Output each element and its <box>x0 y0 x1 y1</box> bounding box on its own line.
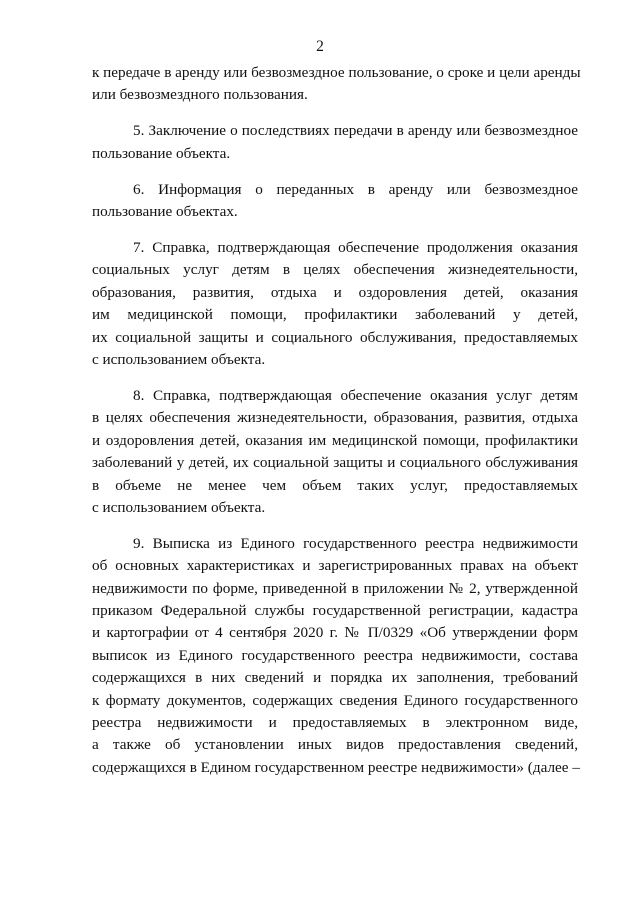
text-line: 9. Выписка из Единого государственного реестра недвижимости <box>133 534 578 552</box>
text-line: об основных характеристиках и зарегистрированных правах на объект <box>92 557 578 575</box>
text-line: образования, развития, отдыха и оздоровления детей, оказания <box>92 283 578 301</box>
paragraph-p8 <box>92 385 578 519</box>
text-line: 7. Справка, подтверждающая обеспечение продолжения оказания <box>133 238 578 256</box>
text-line: или безвозмездного пользования. <box>92 86 308 104</box>
text-line: реестра недвижимости и предоставляемых в электронном виде, <box>92 714 578 732</box>
text-line: пользование объекта. <box>92 144 231 162</box>
text-line: с использованием объекта. <box>92 498 266 516</box>
text-line: приказом Федеральной службы государственной регистрации, кадастра <box>92 602 578 620</box>
paragraph-p6 <box>92 179 578 224</box>
text-line: а также об установлении иных видов предоставления сведений, <box>92 736 578 754</box>
text-line: 6. Информация о переданных в аренду или безвозмездное <box>133 180 578 198</box>
paragraph-p7 <box>92 237 578 371</box>
text-line: к формату документов, содержащих сведения Единого государственного <box>92 691 578 709</box>
paragraph-p9 <box>92 533 578 779</box>
text-line: к передаче в аренду или безвозмездное пользование, о сроке и цели аренды <box>92 64 581 81</box>
text-line: недвижимости по форме, приведенной в приложении № 2, утвержденной <box>92 579 578 597</box>
text-line: в объеме не менее чем объем таких услуг, предоставляемых <box>92 476 578 494</box>
text-line: и оздоровления детей, оказания им медицинской помощи, профилактики <box>92 431 578 449</box>
text-line: с использованием объекта. <box>92 350 266 368</box>
text-line: их социальной защиты и социального обслуживания, предоставляемых <box>92 328 578 346</box>
document-body <box>92 62 581 793</box>
paragraph-p5 <box>92 120 578 165</box>
text-line: и картографии от 4 сентября 2020 г. № П/0329 «Об утверждении форм <box>92 624 578 642</box>
paragraph-cont <box>92 62 581 107</box>
page-number: 2 <box>316 38 324 55</box>
text-line: в целях обеспечения жизнедеятельности, образования, развития, отдыха <box>92 409 578 427</box>
text-line: им медицинской помощи, профилактики заболеваний у детей, <box>92 306 578 324</box>
text-line: заболеваний у детей, их социальной защиты и социального обслуживания <box>92 454 578 472</box>
text-line: пользование объектах. <box>92 203 238 221</box>
text-line: социальных услуг детям в целях обеспечения жизнедеятельности, <box>92 261 578 279</box>
text-line: содержащихся в них сведений и порядка их заполнения, требований <box>92 669 578 687</box>
text-line: 8. Справка, подтверждающая обеспечение оказания услуг детям <box>133 386 578 404</box>
text-line: выписок из Единого государственного реестра недвижимости, состава <box>92 646 578 664</box>
text-line: содержащихся в Едином государственном реестре недвижимости» (далее – <box>92 758 580 776</box>
text-line: 5. Заключение о последствиях передачи в аренду или безвозмездное <box>133 122 578 140</box>
